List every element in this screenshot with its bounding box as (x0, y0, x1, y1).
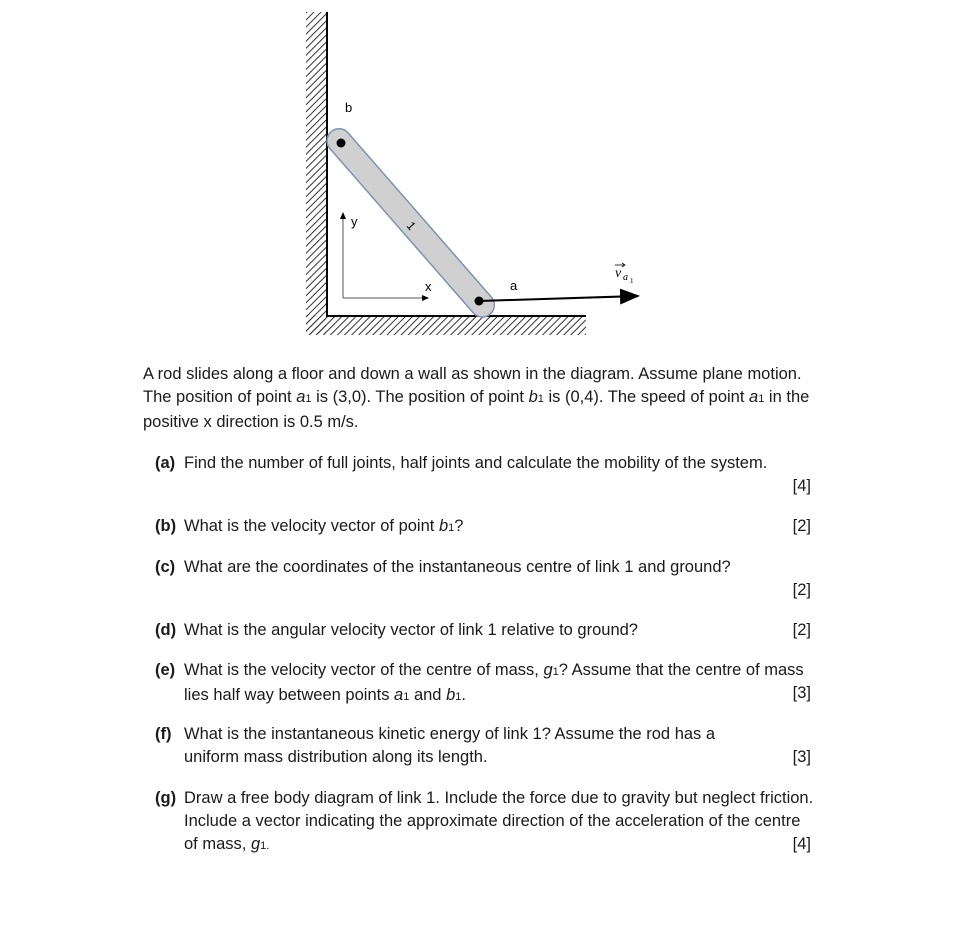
question-a: (a) Find the number of full joints, half joints and calculate the mobility of the system. [4] (155, 454, 811, 495)
problem-statement: A rod slides along a floor and down a wall as shown in the diagram. Assume plane motion. The position of point a1 is (3,0). The position of point b1 is (0,4). The speed of point a1 in the positive x direction is 0.5 m/s. (143, 365, 810, 431)
label-b: b (345, 100, 353, 115)
label-velocity (615, 263, 634, 285)
svg-text:v: v (615, 266, 622, 281)
wall-hatch (306, 12, 326, 334)
svg-text:a: a (623, 272, 628, 283)
question-g: (g) Draw a free body diagram of link 1. Include the force due to gravity but neglect friction. Include a vector indicating the approximate direction of the acceleration of the centre of mass, g1. [4] (155, 789, 814, 853)
question-f: (f) What is the instantaneous kinetic energy of link 1? Assume the rod has a uniform mass distribution along its length. [3] (155, 725, 811, 766)
question-c: (c) What are the coordinates of the instantaneous centre of link 1 and ground? [2] (155, 558, 811, 599)
question-d: (d) What is the angular velocity vector of link 1 relative to ground? [2] (155, 621, 811, 639)
label-link-1: 1 (403, 218, 419, 234)
question-e: (e) What is the velocity vector of the centre of mass, g1? Assume that the centre of mass lies half way between points a1 and b1. [3] (155, 661, 811, 704)
label-a: a (510, 278, 518, 293)
rod-diagram (0, 0, 958, 346)
point-b (337, 139, 346, 148)
velocity-arrow (479, 296, 638, 301)
label-x: x (425, 279, 432, 294)
label-y: y (351, 214, 358, 229)
svg-text:1: 1 (630, 277, 634, 285)
question-b: (b) What is the velocity vector of point b1? [2] (155, 517, 811, 535)
floor-hatch (306, 315, 586, 335)
